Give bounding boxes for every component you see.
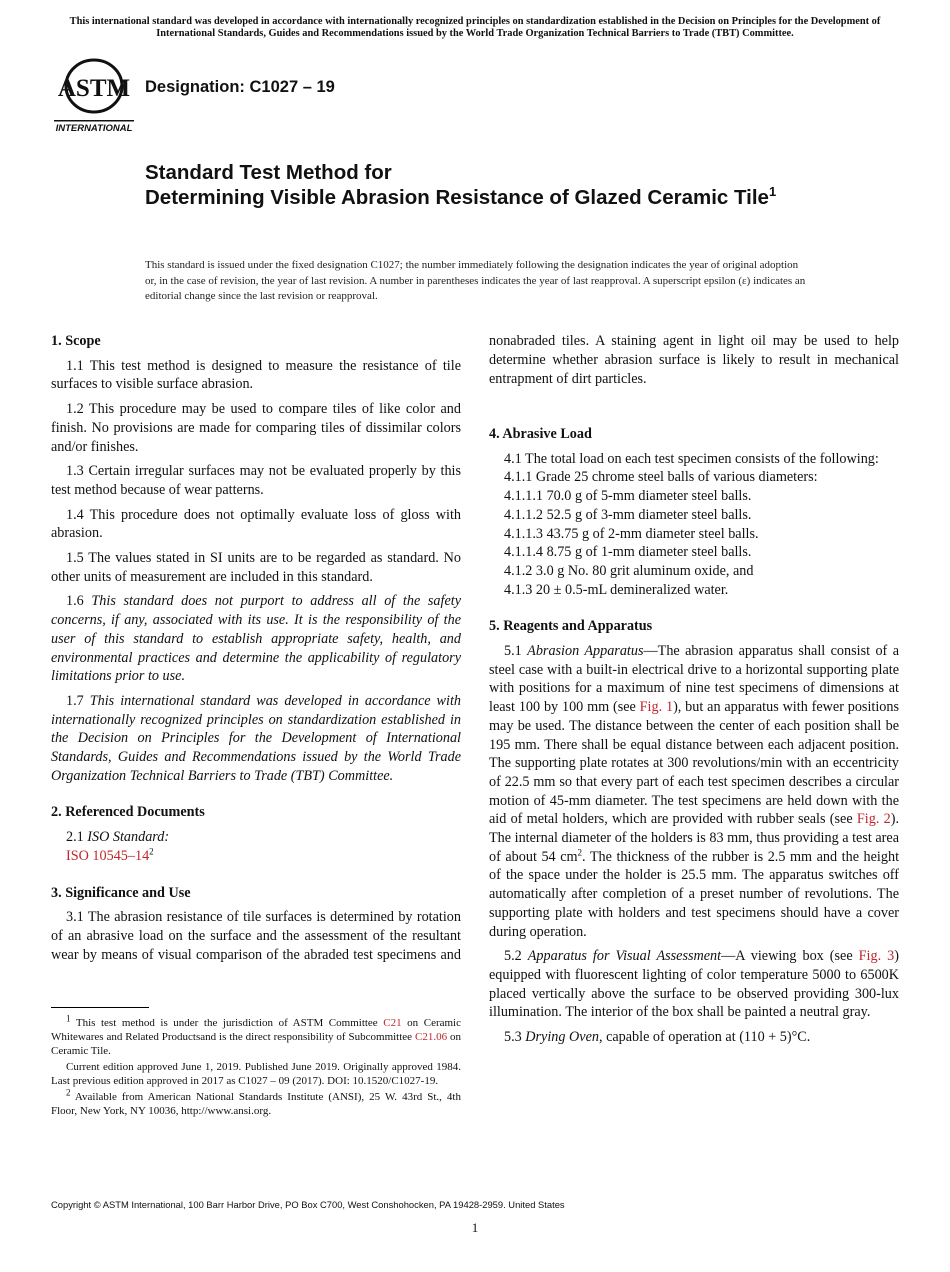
iso-reference xyxy=(51,847,461,866)
astm-logo xyxy=(54,56,134,134)
para-2-1-text: ISO Standard: xyxy=(87,829,170,846)
para-1-7-text: This international standard was developed in accordance with internationally recognized principles on standardization established in the Decision on Principles for the Development of International Standards, Guides and Recommendations issued by the World Trade Organization Technical Barriers to Trade (TBT) Committee. xyxy=(51,692,461,784)
para-5-1-text-b: ), but an apparatus with fewer positions may be used. The distance between the center of each position shall be 195 mm. There shall be equal distance between each adjacent position. The supporting plate rotates at 300 revolutions/min with an eccentricity of 22.5 mm so that every part of each test specimen describes a circular motion of 45-mm diameter. The test specimens are held down with the aid of metal holders, which are provided with rubber seals (see xyxy=(489,699,899,828)
top-notice: This international standard was developed in accordance with internationally recognized principles on standardization established in the Decision on Principles for the Development of International Standards, Guides and Recommendations issued by the World Trade Organization Technical Barriers to Trade (TBT) Committee. xyxy=(69,16,881,39)
designation: Designation: C1027 – 19 xyxy=(145,78,335,96)
section-5-heading: 5. Reagents and Apparatus xyxy=(489,618,653,635)
page-number: 1 xyxy=(471,1220,479,1235)
abrasive-load-list xyxy=(489,468,899,599)
para-5-3-term: Drying Oven, xyxy=(525,1029,603,1046)
para-1-3: 1.3 Certain irregular surfaces may not be evaluated properly by this test method because of wear patterns. xyxy=(51,463,461,498)
footnote-1-mark: 1 xyxy=(66,1013,71,1024)
title-line-2 xyxy=(145,185,865,210)
footnote-divider xyxy=(51,1007,149,1008)
para-1-4: 1.4 This procedure does not optimally evaluate loss of gloss with abrasion. xyxy=(51,506,461,542)
para-1-6-text: This standard does not purport to address all of the safety concerns, if any, associated with its use. It is the responsibility of the user of this standard to establish appropriate safety, health, and environmental practices and determine the applicability of regulatory limitations prior to use. xyxy=(51,593,461,685)
para-5-3-text: capable of operation at (110 + 5)°C. xyxy=(602,1029,811,1046)
title-main: Determining Visible Abrasion Resistance of Glazed Ceramic Tile xyxy=(145,186,769,209)
list-item: 4.1.1.2 52.5 g of 3-mm diameter steel balls. xyxy=(504,506,752,523)
para-1-6 xyxy=(51,592,461,686)
list-item: 4.1.1.1 70.0 g of 5-mm diameter steel balls. xyxy=(504,488,752,505)
right-column xyxy=(489,332,899,1053)
c21-06-link[interactable]: C21.06 xyxy=(414,1031,448,1043)
footnote-2-text: Available from American National Standards Institute (ANSI), 25 W. 43rd St., 4th Floor, New York, NY 10036, http://www.ansi.org. xyxy=(51,1091,461,1117)
para-5-2-text-b: ) equipped with fluorescent lighting of color temperature 5000 to 6500K placed vertically above the surface to be observed providing 300-lux illumination. The interior of the box shall be painted a neutral gray. xyxy=(489,948,899,1021)
footnote-1-text-c: on Ceramic Tile. xyxy=(51,1031,461,1057)
para-3-1-continued-text: nonabraded tiles. A staining agent in light oil may be used to help determine whether abrasion surface is likely to result in mechanical entrapment of dirt particles. xyxy=(489,333,899,387)
para-5-2-text-a: —A viewing box (see xyxy=(721,948,859,965)
title-footnote-mark: 1 xyxy=(768,184,777,200)
para-1-2: 1.2 This procedure may be used to compare tiles of like color and finish. No provisions are made for comparing tiles of dissimilar colors and/or finishes. xyxy=(51,401,461,455)
para-5-2 xyxy=(489,947,899,1022)
footnote-2 xyxy=(51,1087,461,1118)
section-4-heading: 4. Abrasive Load xyxy=(489,426,592,442)
iso-10545-link[interactable]: ISO 10545–14 xyxy=(66,847,150,864)
para-5-1-term: Abrasion Apparatus xyxy=(527,643,644,660)
fig-1-link[interactable]: Fig. 1 xyxy=(639,699,674,716)
list-item: 4.1.1.4 8.75 g of 1-mm diameter steel balls. xyxy=(504,544,752,561)
document-title xyxy=(145,160,865,210)
para-2-1-number: 2.1 xyxy=(66,829,84,846)
para-5-2-number: 5.2 xyxy=(504,948,522,965)
footnote-2-mark: 2 xyxy=(66,1087,71,1098)
footnote-1-text-b: on Ceramic Whitewares and Related Productsand is the direct responsibility of Subcommittee xyxy=(51,1017,461,1043)
list-item: 4.1.1.3 43.75 g of 2-mm diameter steel balls. xyxy=(504,525,759,542)
footnote-1 xyxy=(51,1013,461,1058)
para-5-1 xyxy=(489,642,899,941)
section-2-heading: 2. Referenced Documents xyxy=(51,804,205,821)
astm-logo-letters: ASTM xyxy=(57,75,131,102)
title-line-1: Standard Test Method for xyxy=(145,161,392,184)
para-5-1-number: 5.1 xyxy=(504,643,522,660)
para-5-1-text-c: ). The internal diameter of the holders is 83 mm, thus providing a test area of about 54 cm xyxy=(489,811,899,865)
footnotes xyxy=(51,1013,461,1120)
para-3-1-continued xyxy=(489,332,899,407)
para-5-1-text-d: . The thickness of the rubber is 2.5 mm and the height of the space under the holder is 25.5 mm. The apparatus switches off automatically after completion of a preset number of revolutions. The supporting plate with holders and test specimens should have a cover during operation. xyxy=(489,848,900,940)
fig-3-link[interactable]: Fig. 3 xyxy=(858,948,895,965)
squared-superscript: 2 xyxy=(577,847,583,858)
para-5-1-text-a: —The abrasion apparatus shall consist of a steel case with a built-in electrical drive to a horizontal supporting plate with positions for a maximum of nine test specimens of dimensions at least 100 by 100 mm (see xyxy=(489,643,899,716)
para-1-7-number: 1.7 xyxy=(66,692,84,709)
section-3-heading: 3. Significance and Use xyxy=(51,884,191,901)
para-4-1: 4.1 The total load on each test specimen consists of the following: xyxy=(504,450,879,467)
iso-footnote-mark: 2 xyxy=(149,846,154,857)
para-1-6-number: 1.6 xyxy=(66,593,84,610)
para-1-1: 1.1 This test method is designed to measure the resistance of tile surfaces to visible surface abrasion. xyxy=(51,357,461,393)
section-1-heading: 1. Scope xyxy=(51,333,101,349)
issued-notice: This standard is issued under the fixed designation C1027; the number immediately following the designation indicates the year of original adoption or, in the case of revision, the year of last revision. A number in parentheses indicates the year of last reapproval. A superscript epsilon (ε) indicates an editorial change since the last revision or reapproval. xyxy=(145,259,806,302)
copyright: Copyright © ASTM International, 100 Barr Harbor Drive, PO Box C700, West Conshohocken, PA 19428-2959. United States xyxy=(51,1199,565,1210)
para-5-3-number: 5.3 xyxy=(504,1029,522,1046)
c21-link[interactable]: C21 xyxy=(383,1017,402,1029)
para-2-1 xyxy=(51,828,461,847)
list-item: 4.1.1 Grade 25 chrome steel balls of various diameters: xyxy=(504,469,818,486)
para-5-3 xyxy=(489,1028,899,1047)
left-column xyxy=(51,332,461,970)
astm-logo-icon xyxy=(54,56,134,134)
footnote-1-text-a: This test method is under the jurisdiction of ASTM Committee xyxy=(70,1017,384,1029)
para-1-5: 1.5 The values stated in SI units are to be regarded as standard. No other units of measurement are included in this standard. xyxy=(51,550,461,585)
para-3-1: 3.1 The abrasion resistance of tile surfaces is determined by rotation of an abrasive load on the surface and the assessment of the resultant wear by means of visual comparison of the abraded test specimens and xyxy=(51,909,461,963)
list-item: 4.1.3 20 ± 0.5-mL demineralized water. xyxy=(504,581,729,598)
astm-logo-text: INTERNATIONAL xyxy=(55,123,133,134)
para-1-7 xyxy=(51,692,461,786)
para-5-2-term: Apparatus for Visual Assessment xyxy=(527,948,722,965)
fig-2-link[interactable]: Fig. 2 xyxy=(856,811,891,828)
list-item: 4.1.2 3.0 g No. 80 grit aluminum oxide, and xyxy=(504,562,754,579)
footnote-1-edition: Current edition approved June 1, 2019. Published June 2019. Originally approved 1984. Last previous edition approved in 2017 as C1027 – 09 (2017). DOI: 10.1520/C1027-19. xyxy=(51,1061,461,1087)
